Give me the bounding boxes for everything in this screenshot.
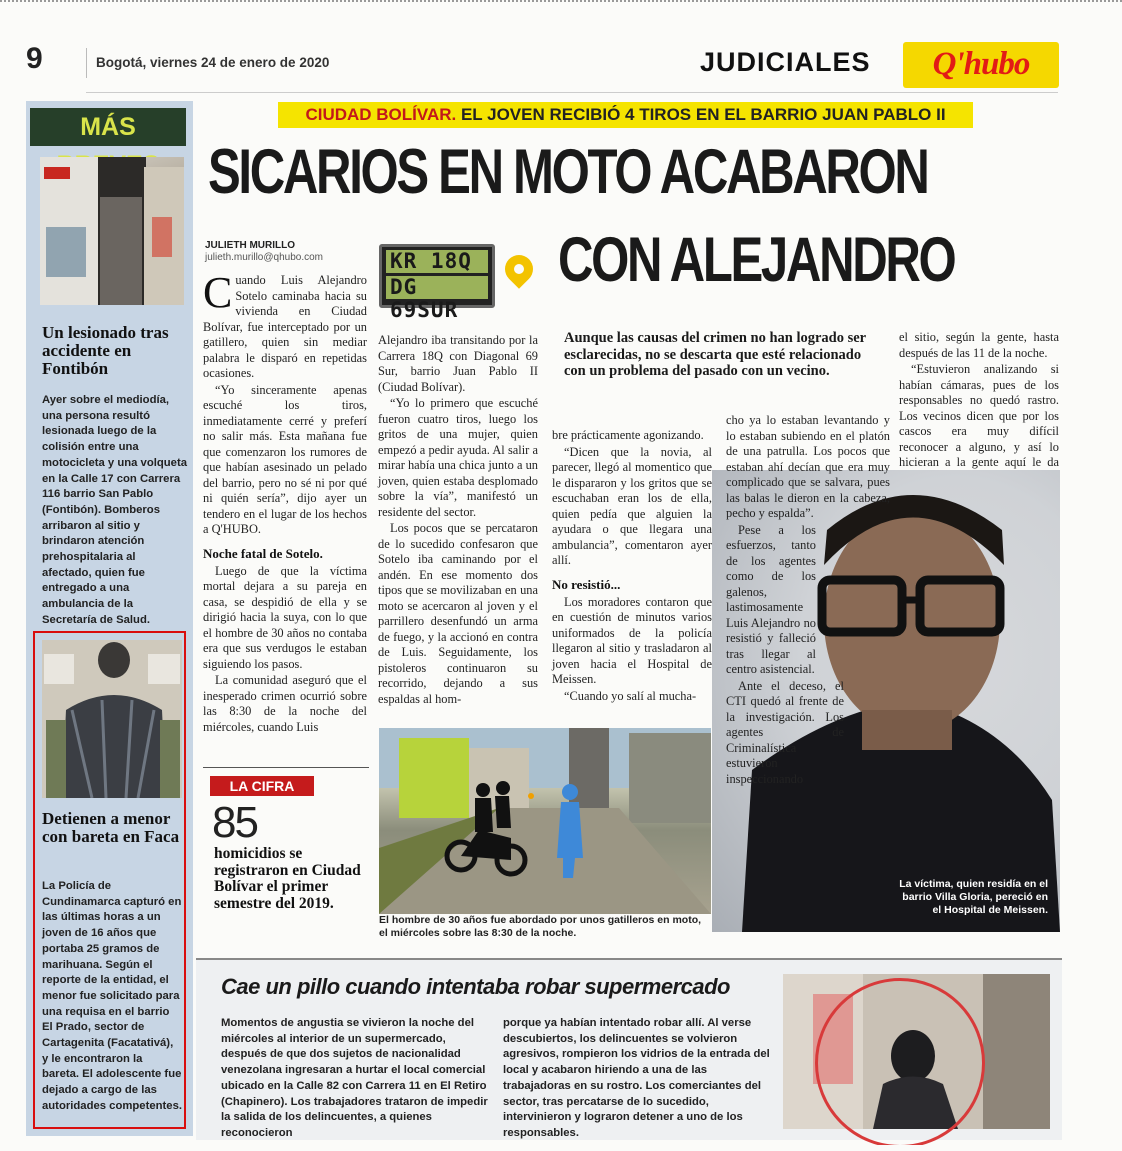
stat-description: homicidios se registraron en Ciudad Bolívar el primer semestre del 2019. (214, 845, 361, 912)
street-sign-line-2: DG 69SUR (386, 276, 488, 299)
article-kicker (278, 102, 973, 128)
paragraph: Los moradores contaron que en cuestión de minutos varios uniformados de la policía llegaron al sitio y trasladaron al joven hacia el Hospital de Meissen. (552, 594, 712, 686)
paragraph: “Yo sinceramente apenas escuché los tiros, inmediatamente cerré y preferí no salir más. Esta mañana fue que comenzaron los rumores de que habían asesinado un pelado del barrio, pero no sé ni por qué ni quién sería”, dijo ayer un tendero en el lugar de los hechos a Q'HUBO. (203, 382, 367, 536)
paragraph: “Cuando yo salí al mucha- (564, 688, 697, 703)
stat-divider (203, 767, 369, 768)
location-pin-icon (499, 249, 539, 289)
ambulance-illustration (40, 157, 184, 305)
highlight-circle (815, 978, 985, 1148)
byline-name: JULIETH MURILLO (205, 240, 295, 251)
header-divider (86, 48, 87, 78)
suspect-illustration (42, 640, 182, 798)
accident-photo (40, 157, 184, 305)
kicker-text: EL JOVEN RECIBIÓ 4 TIROS EN EL BARRIO JUAN PABLO II (460, 105, 946, 124)
paragraph: cho ya lo estaban levantando y lo estaban subiendo en el platón de una patrulla. Los pocos que estaban ahí decían que era muy complicado que se salvara, pues las balas le dieron en la cabeza, pecho y espalda”. (726, 413, 890, 520)
dropcap: C (203, 268, 233, 317)
paragraph: Pese a los esfuerzos, tanto de los agentes como de los galenos, lastimosamente Luis Alejandro no resistió y falleció tras llegar al centro asistencial. (726, 522, 816, 676)
headline-line-1: SICARIOS EN MOTO ACABARON (208, 137, 928, 207)
header-rule (86, 92, 1058, 93)
paragraph: “Yo lo primero que escuché fueron cuatro tiros, luego los gritos de una mujer, quien empezó a pedir ayuda. Al salir a mirar había una chica junto a un joven, quien estaba desplomado sobre la vía”, manifestó un residente del sector. (378, 396, 538, 519)
stat-label-text: LA CIFRA (229, 778, 295, 794)
article-column-2 (378, 333, 538, 708)
sidebar-title-text: MÁS (80, 113, 136, 141)
paragraph: La comunidad aseguró que el inesperado crimen ocurrió sobre las 8:30 de la noche del miércoles, cuando Luis (203, 673, 367, 734)
victim-photo-caption: La víctima, quien residía en el barrio Villa Gloria, pereció en el Hospital de Meissen. (899, 878, 1048, 916)
paragraph: uando Luis Alejandro Sotelo caminaba hacia su vivienda en Ciudad Bolívar, fue interceptado por un gatillero, quien sin mediar palabra le disparó en repetidas ocasiones. (203, 273, 367, 380)
pull-quote: Aunque las causas del crimen no han logrado ser esclarecidas, no se descarta que esté relacionado con un problema del pasado con un vecino. (564, 330, 866, 379)
kicker-place: CIUDAD BOLÍVAR. (305, 105, 457, 124)
article-column-3 (552, 428, 712, 705)
byline-email: julieth.murillo@qhubo.com (205, 252, 323, 263)
street-sign-line-1: KR 18Q (386, 250, 488, 273)
arrest-photo (42, 640, 182, 798)
stat-number: 85 (212, 798, 257, 847)
page-number: 9 (26, 42, 43, 75)
bottom-story-column-2: porque ya habían intentado robar allí. Al verse descubiertos, los delincuentes se volvieron agresivos, rompieron los vidrios de la entrada del local y acabaron hiriendo a una de las trabajadoras en su rostro. Los comerciantes del sector, tras percatarse de lo sucedido, intervinieron y lograron detener a uno de los responsables. (503, 1017, 770, 1139)
paragraph: el sitio, según la gente, hasta después de las 11 de la noche. (899, 330, 1059, 360)
street-scene-illustration (379, 728, 711, 914)
brief2-headline: Detienen a menor con bareta en Faca (42, 809, 180, 846)
paragraph: Los pocos que se percataron de lo sucedido confesaron que Sotelo iba caminando por el andén. En ese momento dos tipos que se movilizaban en una moto se acercaron al joven y el parrillero desenfundó un arma de fuego, y la accionó en contra de Luis. Seguidamente, los pistoleros continuaron su recorrido, dejando a sus espaldas al hom- (378, 521, 538, 706)
bottom-story-headline: Cae un pillo cuando intentaba robar supermercado (221, 974, 730, 999)
brief1-body: Ayer sobre el mediodía, una persona resultó lesionada luego de la colisión entre una motocicleta y una volqueta en la Calle 17 con Carrera 116 barrio San Pablo (Fontibón). Bomberos arribaron al sitio y brindaron atención prehospitalaria al afectado, quien fue entregado a una ambulancia de la Secretaría de Salud. (42, 394, 188, 626)
crime-scene-photo (379, 728, 711, 914)
brief1-headline: Un lesionado tras accidente en Fontibón (42, 323, 169, 378)
edition-date: Bogotá, viernes 24 de enero de 2020 (96, 55, 330, 70)
subhead: No resistió... (552, 576, 621, 592)
article-column-4 (726, 413, 890, 788)
paragraph: Luego de que la víctima mortal dejara a su pareja en casa, se despidió de ella y se dirigió hacia la suya, con lo que el hombre de 30 años no contaba era que sus verdugos le estaban siguiendo los pasos. (203, 563, 367, 671)
paragraph: bre prácticamente agonizando. (552, 428, 704, 442)
page-top-rule (0, 0, 1122, 2)
newspaper-logo (903, 42, 1059, 88)
article-column-1 (203, 268, 367, 736)
crime-scene-caption: El hombre de 30 años fue abordado por unos gatilleros en moto, el miércoles sobre las 8:30 de la noche. (379, 914, 702, 939)
brief2-body: La Policía de Cundinamarca capturó en las últimas horas a un joven de 16 años que portaba 25 gramos de marihuana. Según el reporte de la entidad, el menor fue solicitado para una requisa en el barrio El Prado, sector de Cartagenita (Facatativá), y le encontraron la bareta. El adolescente fue dejado a cargo de las autoridades competentes. (42, 880, 182, 1112)
stat-label (210, 776, 314, 796)
paragraph: Ante el deceso, el CTI quedó al frente de la investigación. Los agentes de Criminalística estuvieron inspeccionando (726, 678, 844, 786)
headline-line-2: CON ALEJANDRO (558, 225, 955, 295)
subhead: Noche fatal de Sotelo. (203, 545, 323, 561)
street-sign (379, 244, 495, 322)
sidebar-title (30, 108, 186, 146)
section-title: JUDICIALES (700, 47, 871, 77)
logo-text: Q'hubo (932, 46, 1030, 82)
paragraph: Alejandro iba transitando por la Carrera 18Q con Diagonal 69 Sur, barrio Juan Pablo II (Ciudad Bolívar). (378, 333, 538, 394)
paragraph: “Estuvieron analizando si habían cámaras, pues de los responsables no quedó rastro. Los vecinos dicen que por los cascos era muy difícil reconocer a alguno, y así lo hicieran a la gente aquí le da (899, 362, 1059, 469)
bottom-story-column-1: Momentos de angustia se vivieron la noche del miércoles al interior de un supermercado, después de que dos sujetos de nacionalidad venezolana ingresaran a hurtar el local comercial ubicado en la Calle 82 con Carrera 11 en El Retiro (Chapinero). Los trabajadores trataron de impedir la salida de los delincuentes, a quienes reconocieron (221, 1017, 488, 1139)
paragraph: “Dicen que la novia, al parecer, llegó al momentico que le dispararon y los gritos que se escuchaban eran los de ella, quien pedía que alguien la ayudara o que llegara una ambulancia”, comentaron ayer allí. (552, 444, 712, 567)
